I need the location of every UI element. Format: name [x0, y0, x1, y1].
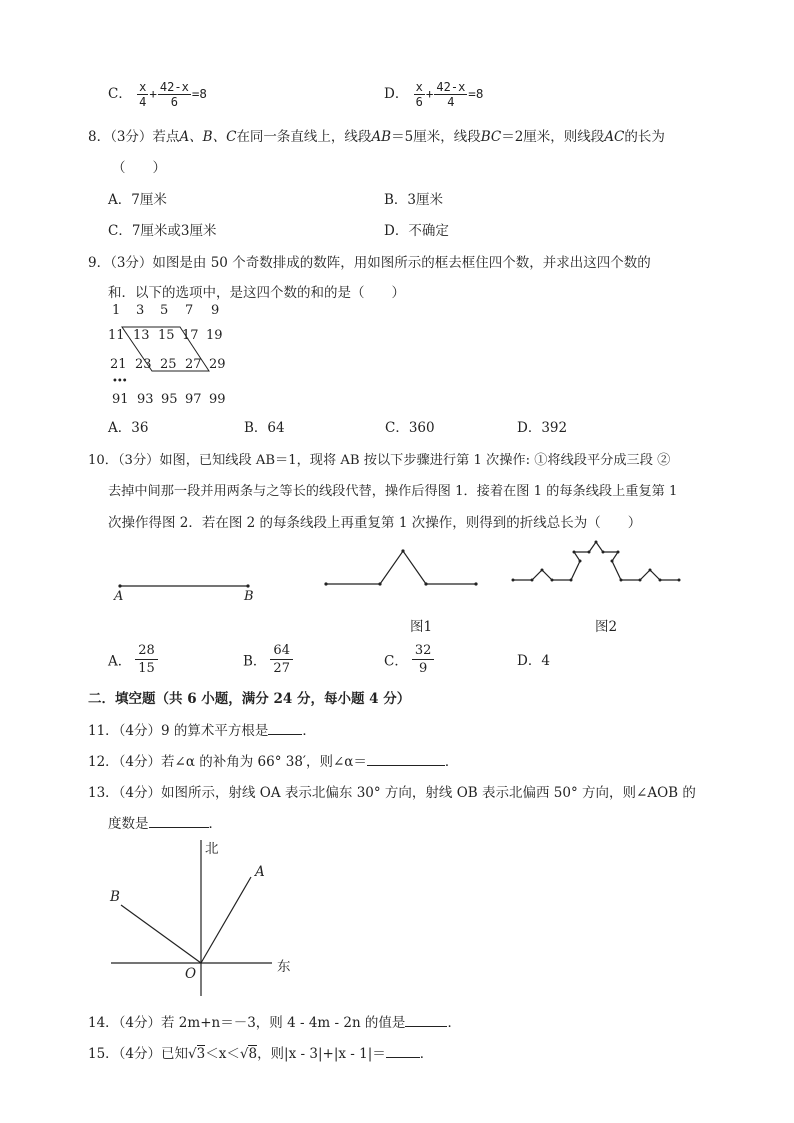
q7-optd-frac1: $\frac{x}{6}$: [415, 80, 423, 109]
origin-o-label: O: [185, 966, 197, 982]
q10-option-a[interactable]: A． $\frac{28}{15}$: [108, 642, 158, 677]
array-cell: 29: [209, 357, 226, 372]
q9-option-a[interactable]: A．36: [108, 420, 149, 436]
array-cell: 3: [136, 303, 145, 318]
q7-option-c[interactable]: C． $\frac{x}{4}$ + $\frac{42-x}{6}$ =8: [108, 80, 207, 109]
section-2-heading: 二．填空题（共 6 小题，满分 24 分，每小题 4 分）: [88, 691, 411, 707]
q10-opta-frac: $\frac{28}{15}$: [135, 642, 158, 677]
q13-stem-line2: 度数是 ．: [108, 812, 222, 832]
q8-stem: 8．（3分）若点A、B、C在同一条直线上，线段AB＝5厘米，线段BC＝2厘米，则线段AC的长为: [88, 129, 665, 145]
q7-option-d[interactable]: D． $\frac{x}{6}$ + $\frac{42-x}{4}$ =8: [384, 80, 484, 109]
figure-2-caption: 图2: [595, 619, 618, 635]
q9-stem-line1: 9．（3分）如图是由 50 个奇数排成的数阵，用如图所示的框去框住四个数，并求出这四个数的: [88, 255, 651, 271]
sqrt-3: √3: [188, 1046, 206, 1062]
q10-option-b[interactable]: B． $\frac{64}{27}$: [243, 642, 293, 677]
q12: 12．（4分）若∠α 的补角为 66° 38′，则∠α＝ ．: [88, 750, 458, 770]
array-cell: 97: [185, 392, 202, 407]
q8-paren: （ ）: [112, 160, 166, 176]
east-label: 东: [277, 959, 291, 975]
array-cell: 15: [158, 328, 175, 343]
array-cell: 7: [185, 303, 194, 318]
ray-b-label: B: [110, 889, 120, 905]
q8-option-b[interactable]: B．3厘米: [384, 192, 444, 208]
array-cell: 9: [211, 303, 220, 318]
q7-optc-label: C．: [108, 86, 132, 102]
q9-option-b[interactable]: B．64: [244, 420, 285, 436]
q7-optd-frac2: $\frac{42-x}{4}$: [436, 80, 466, 109]
array-cell: 93: [137, 392, 154, 407]
q9-option-d[interactable]: D．392: [517, 420, 568, 436]
array-cell: 21: [110, 357, 127, 372]
q7-optd-label: D．: [384, 86, 409, 102]
q10-stem-line2: 去掉中间那一段并用两条与之等长的线段代替，操作后得图 1．接着在图 1 的每条线段上重复第 1: [108, 484, 678, 499]
q14-answer-blank[interactable]: [405, 1012, 447, 1027]
q9-option-c[interactable]: C．360: [385, 420, 435, 436]
q10-optc-frac: $\frac{32}{9}$: [412, 642, 435, 677]
figure-1-caption: 图1: [410, 619, 433, 635]
ray-a-label: A: [255, 864, 265, 880]
array-cell: 17: [182, 328, 199, 343]
array-cell: 99: [209, 392, 226, 407]
q13-stem-line1: 13．（4分）如图所示，射线 OA 表示北偏东 30° 方向，射线 OB 表示北偏西 50° 方向，则∠AOB 的: [88, 785, 696, 801]
point-a-label: A: [114, 589, 124, 604]
array-cell: 13: [133, 328, 150, 343]
q8-option-c[interactable]: C．7厘米或3厘米: [108, 223, 217, 239]
q15-answer-blank[interactable]: [386, 1043, 420, 1058]
north-label: 北: [205, 841, 219, 857]
array-cell: 27: [185, 357, 202, 372]
array-cell: 19: [206, 328, 223, 343]
q8-option-d[interactable]: D．不确定: [384, 223, 449, 239]
array-cell: 95: [161, 392, 178, 407]
array-cell: 91: [112, 392, 129, 407]
q10-stem-line1: 10．（3分）如图，已知线段 AB＝1，现将 AB 按以下步骤进行第 1 次操作: ①将线段平分成三段 ②: [88, 453, 671, 468]
sqrt-8: √8: [239, 1046, 258, 1062]
array-cell: 11: [108, 328, 125, 343]
q14: 14．（4分）若 2m+n＝－3，则 4 - 4m - 2n 的值是 ．: [88, 1011, 461, 1031]
q7-optc-frac1: $\frac{x}{4}$: [139, 80, 147, 109]
q7-optc-frac2: $\frac{42-x}{6}$: [159, 80, 189, 109]
q11: 11．（4分）9 的算术平方根是 ．: [88, 719, 316, 739]
point-b-label: B: [244, 589, 254, 604]
q10-option-c[interactable]: C． $\frac{32}{9}$: [384, 642, 434, 677]
q10-stem-line3: 次操作得图 2．若在图 2 的每条线段上再重复第 1 次操作，则得到的折线总长为（ ）: [108, 515, 642, 531]
q15: 15．（4分）已知√3＜x＜√8，则|x - 3|+|x - 1|＝ ．: [88, 1042, 433, 1062]
q10-option-d[interactable]: D．4: [517, 653, 550, 669]
q8-option-a[interactable]: A．7厘米: [108, 192, 167, 208]
q9-stem-line2: 和．以下的选项中，是这四个数的和的是（ ）: [108, 285, 405, 301]
array-dots: •••: [112, 376, 127, 387]
q10-optb-frac: $\frac{64}{27}$: [270, 642, 293, 677]
array-cell: 25: [160, 357, 177, 372]
array-cell: 23: [135, 357, 152, 372]
array-cell: 1: [112, 303, 121, 318]
array-cell: 5: [160, 303, 169, 318]
